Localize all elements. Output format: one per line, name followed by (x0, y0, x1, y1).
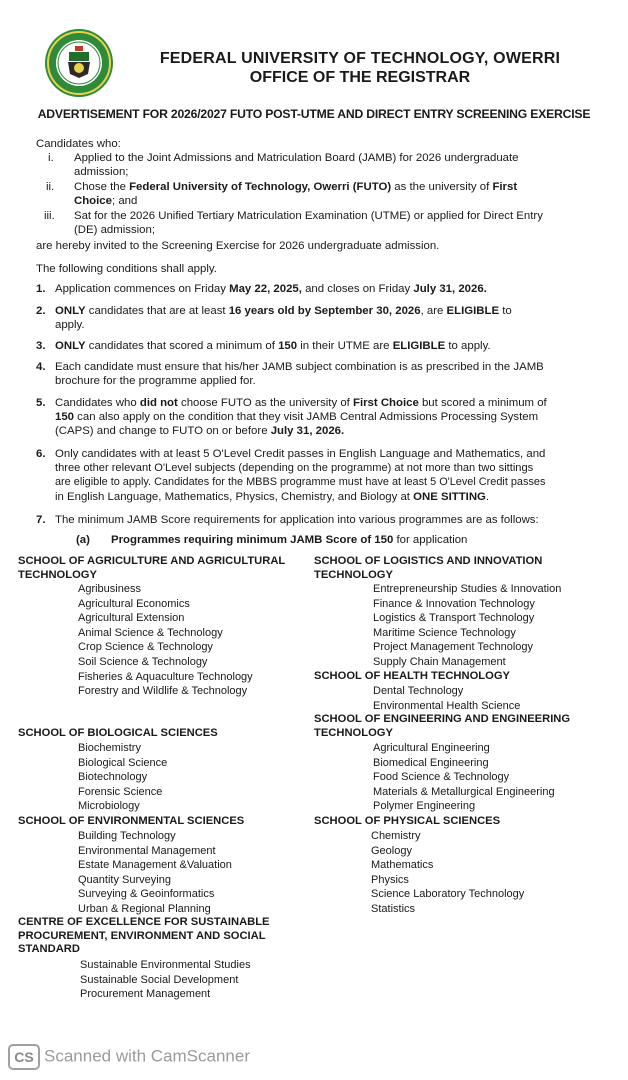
school-title-logistics: SCHOOL OF LOGISTICS AND INNOVATION TECHNOLOGY (314, 555, 543, 581)
programme-item: Finance & Innovation Technology (373, 597, 535, 610)
programme-item: Supply Chain Management (373, 655, 506, 668)
university-name: FEDERAL UNIVERSITY OF TECHNOLOGY, OWERRI (159, 50, 561, 67)
programme-item: Project Management Technology (373, 641, 534, 654)
programme-item: Polymer Engineering (373, 800, 476, 813)
intro-i-line1: Applied to the Joint Admissions and Matriculation Board (JAMB) for 2026 undergraduate (74, 152, 519, 164)
programme-item: Geology (371, 844, 412, 857)
programme-item: Logistics & Transport Technology (373, 612, 535, 625)
condition-4-line2: brochure for the programme applied for. (55, 375, 256, 387)
condition-2-line1: ONLY candidates that are at least 16 years old by September 30, 2026, are ELIGIBLE to (55, 305, 512, 317)
cond-num-6: 6. (36, 448, 46, 460)
camscanner-watermark (8, 1044, 250, 1070)
programme-item: Sustainable Environmental Studies (80, 959, 251, 971)
programme-item: Sustainable Social Development (80, 973, 239, 986)
school-title-health: SCHOOL OF HEALTH TECHNOLOGY (314, 670, 510, 682)
programme-item: Dental Technology (373, 685, 464, 697)
cond-num-1: 1. (36, 283, 46, 295)
programme-item: Surveying & Geoinformatics (78, 888, 215, 901)
programme-item: Materials & Metallurgical Engineering (373, 785, 555, 798)
sub-a-label: (a) (76, 534, 90, 546)
programme-item: Quantity Surveying (78, 873, 171, 886)
school-title-agriculture: SCHOOL OF AGRICULTURE AND AGRICULTURAL TECHNOLOGY (18, 555, 286, 581)
programme-item: Forensic Science (78, 785, 163, 798)
programme-item: Environmental Management (78, 844, 216, 857)
scanned-with-text: Scanned with CamScanner (44, 1046, 251, 1066)
cond-num-4: 4. (36, 361, 46, 373)
school-title-environmental: SCHOOL OF ENVIRONMENTAL SCIENCES (18, 815, 245, 827)
roman-iii: iii. (44, 210, 55, 222)
programme-list-engineering (373, 741, 555, 814)
condition-4-line1: Each candidate must ensure that his/her JAMB subject combination is as prescribed in the JAMB (55, 361, 544, 373)
school-title-centre-excellence: CENTRE OF EXCELLENCE FOR SUSTAINABLE PROCUREMENT, ENVIRONMENT AND SOCIAL STANDARD (18, 916, 270, 955)
intro-i-line2: admission; (74, 166, 129, 178)
office-name: OFFICE OF THE REGISTRAR (249, 69, 471, 86)
cond-num-7: 7. (36, 514, 46, 526)
programme-item: Procurement Management (80, 988, 211, 1001)
programme-item: Agricultural Economics (78, 597, 190, 610)
programme-item: Animal Science & Technology (78, 626, 223, 639)
programme-item: Environmental Health Science (373, 699, 521, 712)
programme-list-agriculture (78, 582, 253, 699)
school-title-physical: SCHOOL OF PHYSICAL SCIENCES (314, 815, 501, 827)
programme-item: Urban & Regional Planning (78, 902, 211, 915)
programme-list-logistics (373, 582, 561, 670)
condition-5-line2: 150 can also apply on the condition that they visit JAMB Central Admissions Processing System (55, 411, 539, 423)
condition-7: The minimum JAMB Score requirements for application into various programmes are as follows: (55, 514, 539, 526)
condition-6-line2: three other relevant O'Level subjects (depending on the programme) at not more than two sittings (55, 462, 534, 474)
programme-item: Statistics (371, 902, 416, 915)
programme-item: Crop Science & Technology (78, 641, 213, 654)
cond-num-3: 3. (36, 340, 46, 352)
intro-ii-line1: Chose the Federal University of Technology, Owerri (FUTO) as the university of First (74, 181, 518, 193)
school-title-biological: SCHOOL OF BIOLOGICAL SCIENCES (18, 727, 218, 739)
programme-item: Food Science & Technology (373, 771, 510, 784)
condition-6-line1: Only candidates with at least 5 O'Level Credit passes in English Language and Mathematics, and (55, 448, 546, 460)
sub-a-heading: Programmes requiring minimum JAMB Score of 150 for application (111, 534, 468, 546)
intro-iii-line2: (DE) admission; (74, 224, 156, 236)
programme-item: Estate Management &Valuation (78, 859, 232, 872)
school-title-engineering: SCHOOL OF ENGINEERING AND ENGINEERING TECHNOLOGY (314, 713, 571, 739)
programme-item: Fisheries & Aquaculture Technology (78, 670, 253, 683)
programme-item: Building Technology (78, 830, 176, 842)
candidates-who: Candidates who: (36, 138, 121, 150)
university-seal-icon (44, 28, 114, 98)
programme-list-biological (78, 741, 167, 814)
programme-item: Maritime Science Technology (373, 626, 516, 639)
programme-list-centre-excellence (80, 958, 251, 1002)
programme-item: Agricultural Extension (78, 612, 185, 625)
intro-ii-line2: Choice; and (74, 195, 138, 207)
invited-line: are hereby invited to the Screening Exercise for 2026 undergraduate admission. (36, 240, 440, 252)
roman-ii: ii. (46, 181, 55, 193)
programme-list-health (373, 684, 520, 713)
programme-item: Biomedical Engineering (373, 756, 489, 769)
camscanner-icon: CS (8, 1044, 40, 1070)
programme-item: Forestry and Wildlife & Technology (78, 685, 248, 698)
programme-list-physical (371, 829, 524, 917)
programme-item: Entrepreneurship Studies & Innovation (373, 583, 562, 595)
programme-item: Agribusiness (78, 583, 141, 595)
programme-list-environmental (78, 829, 232, 917)
conditions-intro: The following conditions shall apply. (36, 263, 217, 275)
programme-item: Biochemistry (78, 742, 141, 754)
programme-item: Microbiology (78, 800, 140, 813)
advert-title: ADVERTISEMENT FOR 2026/2027 FUTO POST-UTME AND DIRECT ENTRY SCREENING EXERCISE (37, 107, 591, 121)
condition-6-line4: in English Language, Mathematics, Physics, Chemistry, and Biology at ONE SITTING. (55, 491, 490, 503)
cond-num-5: 5. (36, 397, 46, 409)
roman-i: i. (48, 152, 54, 164)
futo-logo (44, 28, 114, 98)
programme-item: Physics (371, 873, 409, 886)
condition-6-line3: are eligible to apply. Candidates for the MBBS programme must have at least 5 O'Level Credit passes (55, 476, 546, 488)
programme-item: Biotechnology (78, 771, 148, 784)
condition-2-line2: apply. (55, 319, 85, 331)
condition-3: ONLY candidates that scored a minimum of 150 in their UTME are ELIGIBLE to apply. (55, 340, 491, 352)
programme-item: Science Laboratory Technology (371, 888, 525, 901)
programme-item: Agricultural Engineering (373, 742, 490, 754)
programme-item: Biological Science (78, 756, 168, 769)
intro-iii-line1: Sat for the 2026 Unified Tertiary Matriculation Examination (UTME) or applied for Direct Entry (74, 210, 543, 222)
condition-5-line3: (CAPS) and change to FUTO on or before July 31, 2026. (55, 425, 345, 437)
programme-item: Mathematics (371, 859, 434, 872)
programme-item: Chemistry (371, 830, 421, 842)
cond-num-2: 2. (36, 305, 46, 317)
condition-1: Application commences on Friday May 22, 2025, and closes on Friday July 31, 2026. (55, 283, 487, 295)
condition-5-line1: Candidates who did not choose FUTO as the university of First Choice but scored a minimum of (55, 397, 547, 409)
programme-item: Soil Science & Technology (78, 655, 208, 668)
